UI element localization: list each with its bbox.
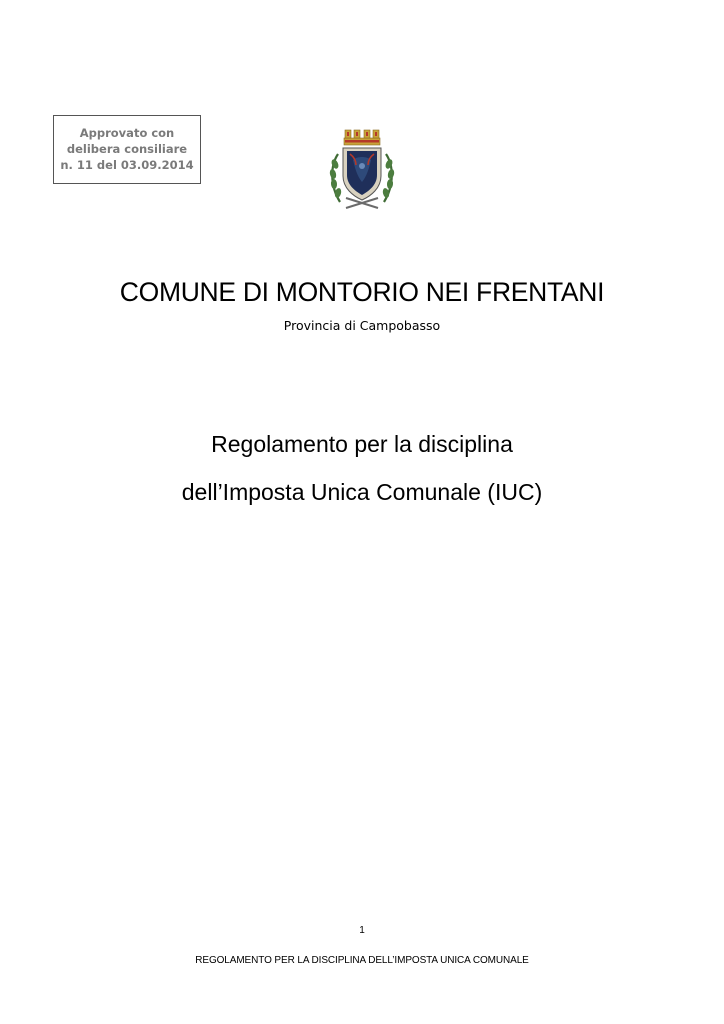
approval-stamp-box xyxy=(53,115,201,184)
page-number: 1 xyxy=(359,925,365,936)
running-footer: REGOLAMENTO PER LA DISCIPLINA DELL’IMPOSTA UNICA COMUNALE xyxy=(195,955,529,966)
approval-line-2: delibera consiliare xyxy=(66,142,188,156)
coat-of-arms-icon xyxy=(326,124,398,214)
municipality-title: COMUNE DI MONTORIO NEI FRENTANI xyxy=(119,277,605,307)
approval-line-1: Approvato con xyxy=(79,126,175,140)
approval-line-3: n. 11 del 03.09.2014 xyxy=(60,158,194,172)
document-title-line-2: dell’Imposta Unica Comunale (IUC) xyxy=(181,479,543,505)
document-title-line-1: Regolamento per la disciplina xyxy=(211,431,513,457)
province-subtitle: Provincia di Campobasso xyxy=(283,318,441,333)
